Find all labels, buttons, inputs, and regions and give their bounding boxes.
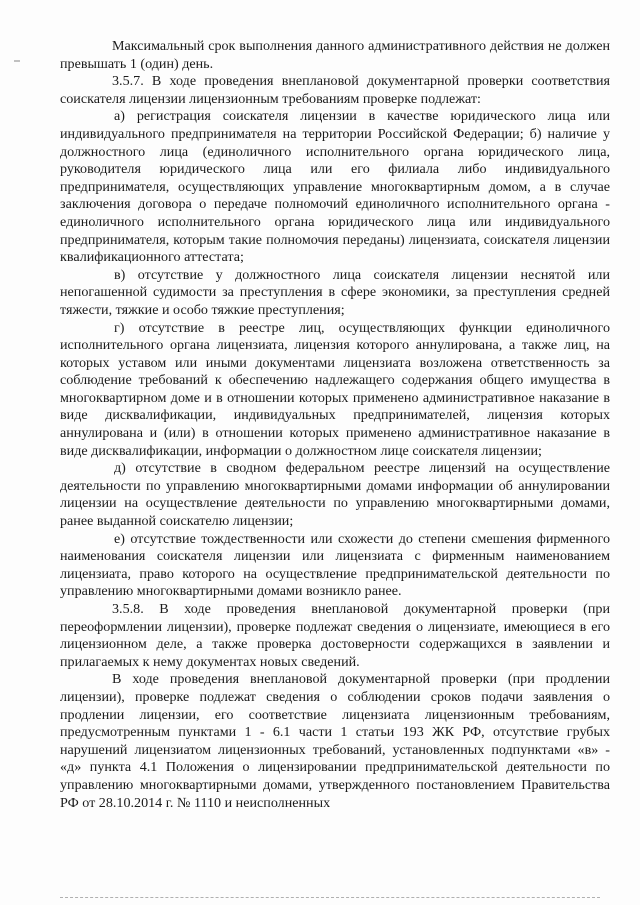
paragraph-renewal: В ходе проведения внеплановой документарной проверки (при продлении лицензии), проверке подлежат сведения о соблюдении сроков подачи заявления о продлении лицензии, его соответствие лицензиата лицензионным требованиям, предусмотренным пунктами 1 - 6.1 части 1 статьи 193 ЖК РФ, отсутствие грубых нарушений лицензиатом лицензионных требований, установленных подпунктами «в» - «д» пункта 4.1 Положения о лицензировании предпринимательской деятельности по управлению многоквартирными домами, утвержденного постановлением Правительства РФ от 28.10.2014 г. № 1110 и неисполненных [60,671,610,811]
paragraph-item-d: д) отсутствие в сводном федеральном реестре лицензий на осуществление деятельности по управлению многоквартирными домами информации об аннулировании лицензии на осуществление деятельности по управлению многоквартирными домами, ранее выданной соискателю лицензии; [60,460,610,530]
scan-edge [60,897,600,899]
document-body [60,38,610,812]
paragraph-3-5-8: 3.5.8. В ходе проведения внеплановой документарной проверки (при переоформлении лицензии), проверке подлежат сведения о лицензиате, имеющиеся в его лицензионном деле, а также проверка достоверности содержащихся в заявлении и прилагаемых к нему документах новых сведений. [60,601,610,670]
paragraph-deadline: Максимальный срок выполнения данного административного действия не должен превышать 1 (один) день. [60,38,610,72]
scan-mark [14,60,20,62]
paragraph-item-a-b: а) регистрация соискателя лицензии в качестве юридического лица или индивидуального предпринимателя на территории Российской Федерации; б) наличие у должностного лица (единоличного исполнительного органа юридического лица, руководителя юридического лица или его филиала либо индивидуального предпринимателя, осуществляющих управление многоквартирным домом, а в случае заключения договора о передаче полномочий единоличного исполнительного органа - единоличного исполнительного органа юридического лица или индивидуального предпринимателя, которым такие полномочия переданы) лицензиата, соискателя лицензии квалификационного аттестата; [60,108,610,266]
paragraph-item-e: е) отсутствие тождественности или схожести до степени смешения фирменного наименования соискателя лицензии или лицензиата с фирменным наименованием лицензиата, право которого на осуществление предпринимательской деятельности по управлению многоквартирными домами возникло ранее. [60,530,610,600]
paragraph-3-5-7: 3.5.7. В ходе проведения внеплановой документарной проверки соответствия соискателя лицензии лицензионным требованиям проверке подлежат: [60,73,610,107]
paragraph-item-v: в) отсутствие у должностного лица соискателя лицензии неснятой или непогашенной судимости за преступления в сфере экономики, за преступления средней тяжести, тяжкие и особо тяжкие преступления; [60,266,610,318]
paragraph-item-g: г) отсутствие в реестре лиц, осуществляющих функции единоличного исполнительного органа лицензиата, лицензия которого аннулирована, а также лиц, на которых уставом или иными документами лицензиата возложена ответственность за соблюдение требований к обеспечению надлежащего содержания общего имущества в многоквартирном доме и в отношении которых применено административное наказание в виде дисквалификации, индивидуальных предпринимателей, лицензия которых аннулирована и (или) в отношении которых применено административное наказание в виде дисквалификации, информации о должностном лице соискателя лицензии; [60,319,610,459]
